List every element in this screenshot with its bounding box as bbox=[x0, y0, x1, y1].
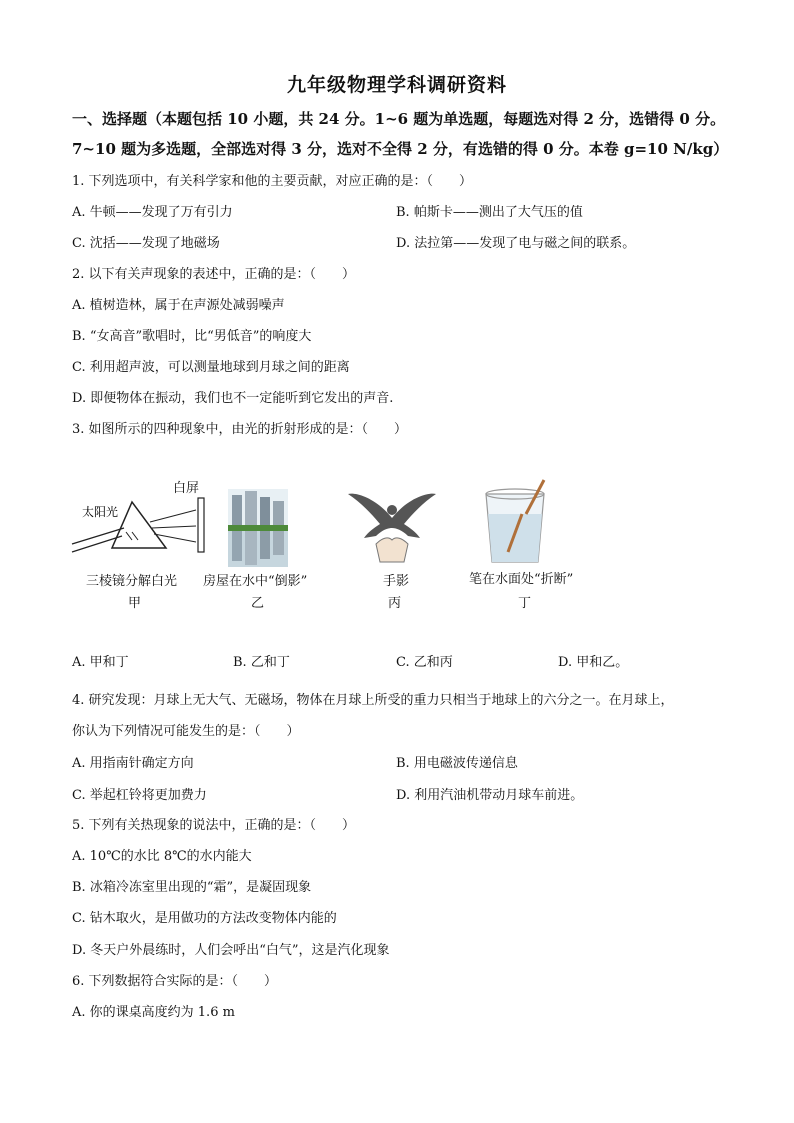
screen-label: 白屏 bbox=[173, 481, 200, 496]
question-2-option-a: A. 植树造林，属于在声源处减弱噪声 bbox=[72, 298, 285, 313]
figure-label-yi: 乙 bbox=[251, 596, 265, 611]
question-4-option-a: A. 用指南针确定方向 bbox=[72, 756, 194, 771]
question-5-option-a: A. 10℃的水比 8℃的水内能大 bbox=[72, 849, 252, 864]
spectrum-ray-2 bbox=[152, 526, 196, 528]
sunlight-label: 太阳光 bbox=[82, 505, 119, 519]
question-2-option-d: D. 即便物体在振动，我们也不一定能听到它发出的声音. bbox=[72, 391, 394, 406]
section-heading-line1: 一、选择题（本题包括 10 小题，共 24 分。1~6 题为单选题，每题选对得 2 分，选错得 0 分。 bbox=[72, 110, 726, 128]
hands-icon bbox=[376, 538, 408, 562]
figure-caption-bing: 手影 bbox=[383, 574, 410, 589]
question-6-stem: 6. 下列数据符合实际的是：（ ） bbox=[72, 974, 278, 989]
light-ray-in bbox=[72, 528, 124, 544]
figure-label-ding: 丁 bbox=[518, 596, 532, 611]
question-3-option-a: A. 甲和丁 bbox=[72, 655, 129, 670]
question-4-stem-line1: 4. 研究发现：月球上无大气、无磁场，物体在月球上所受的重力只相当于地球上的六分之一。在月球上， bbox=[72, 693, 674, 708]
question-3-option-d: D. 甲和乙。 bbox=[558, 655, 629, 670]
figure-label-bing: 丙 bbox=[388, 596, 402, 611]
reflection-figure bbox=[228, 489, 288, 567]
figure-caption-jia: 三棱镜分解白光 bbox=[86, 574, 178, 589]
question-1-option-a: A. 牛顿——发现了万有引力 bbox=[72, 205, 233, 220]
question-2-stem: 2. 以下有关声现象的表述中，正确的是：（ ） bbox=[72, 267, 356, 282]
question-1-stem: 1. 下列选项中，有关科学家和他的主要贡献，对应正确的是：（ ） bbox=[72, 174, 473, 189]
spectrum-ray-1 bbox=[150, 510, 196, 522]
question-3-stem: 3. 如图所示的四种现象中，由光的折射形成的是：（ ） bbox=[72, 422, 408, 437]
prism-icon bbox=[112, 502, 166, 548]
question-4-option-b: B. 用电磁波传递信息 bbox=[396, 756, 518, 771]
figure-label-jia: 甲 bbox=[128, 596, 142, 611]
section-heading-line2: 7~10 题为多选题，全部选对得 3 分，选对不全得 2 分，有选错的得 0 分。本卷 g=10 N/kg） bbox=[72, 140, 729, 158]
page-title: 九年级物理学科调研资料 bbox=[286, 74, 507, 96]
figure-caption-yi: 房屋在水中“倒影” bbox=[203, 574, 308, 589]
question-4-option-c: C. 举起杠铃将更加费力 bbox=[72, 788, 207, 803]
question-6-option-a: A. 你的课桌高度约为 1.6 m bbox=[72, 1005, 235, 1020]
question-2-option-c: C. 利用超声波，可以测量地球到月球之间的距离 bbox=[72, 360, 350, 375]
question-3-option-c: C. 乙和丙 bbox=[396, 655, 453, 670]
question-3-option-b: B. 乙和丁 bbox=[233, 655, 290, 670]
hand-shadow-figure bbox=[346, 488, 438, 566]
question-4-stem-line2: 你认为下列情况可能发生的是：（ ） bbox=[72, 724, 300, 739]
question-5-stem: 5. 下列有关热现象的说法中，正确的是：（ ） bbox=[72, 818, 356, 833]
bird-shadow-icon bbox=[348, 494, 436, 538]
question-2-option-b: B. “女高音”歌唱时，比“男低音”的响度大 bbox=[72, 329, 312, 344]
question-4-option-d: D. 利用汽油机带动月球车前进。 bbox=[396, 788, 584, 803]
question-5-option-d: D. 冬天户外晨练时，人们会呼出“白气”，这是汽化现象 bbox=[72, 943, 390, 958]
question-1-option-d: D. 法拉第——发现了电与磁之间的联系。 bbox=[396, 236, 636, 251]
figure-caption-ding: 笔在水面处“折断” bbox=[469, 572, 574, 587]
pencil-glass-figure bbox=[482, 478, 548, 566]
question-5-option-b: B. 冰箱冷冻室里出现的“霜”，是凝固现象 bbox=[72, 880, 312, 895]
screen-icon bbox=[198, 498, 204, 552]
question-5-option-c: C. 钻木取火，是用做功的方法改变物体内能的 bbox=[72, 911, 337, 926]
question-1-option-b: B. 帕斯卡——测出了大气压的值 bbox=[396, 205, 583, 220]
question-1-option-c: C. 沈括——发现了地磁场 bbox=[72, 236, 220, 251]
